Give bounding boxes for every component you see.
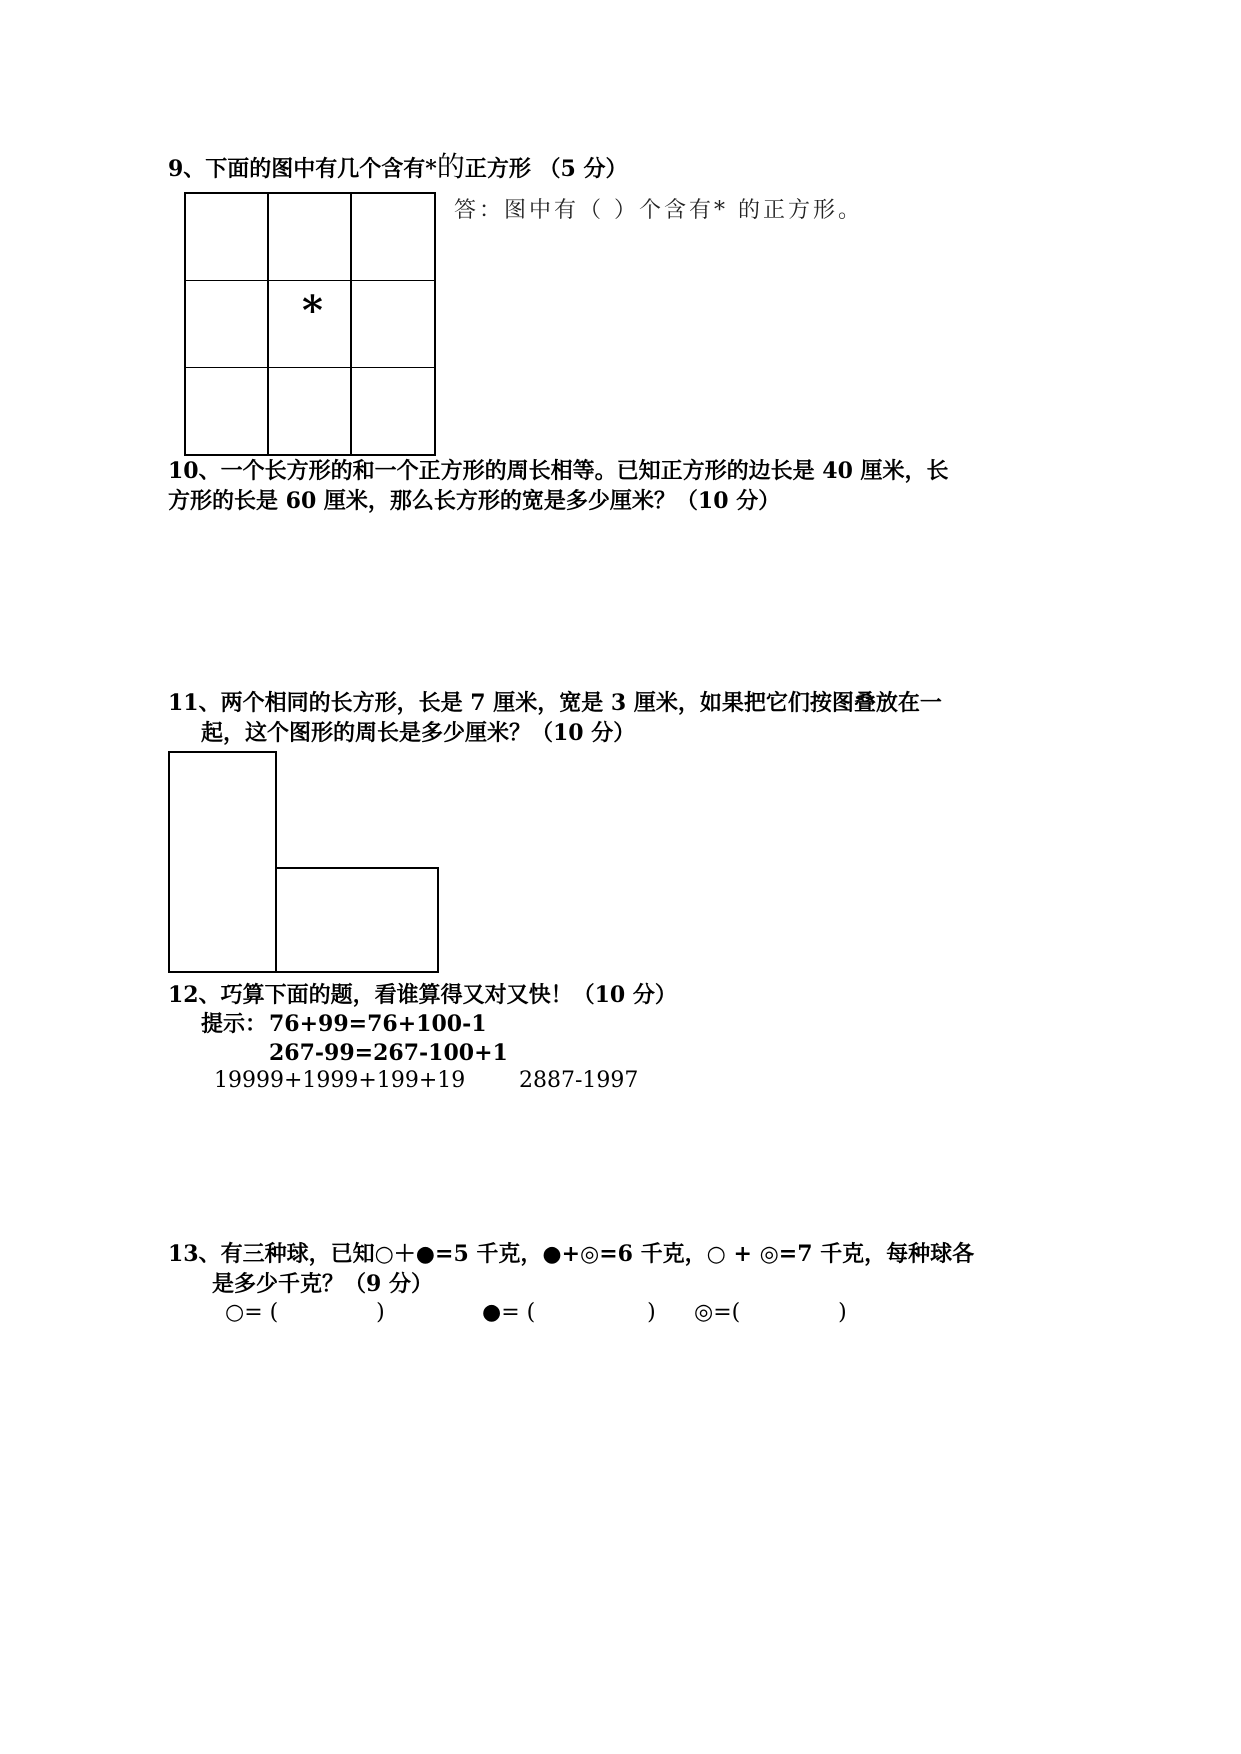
q12-hint1: 76+99=76+100-1 — [269, 1011, 487, 1037]
q13-line2: 是多少千克？（9 分） — [212, 1271, 433, 1297]
q9-title-prefix: 9、下面的图中有几个含有* — [168, 156, 437, 182]
q11-wide-rectangle — [275, 867, 439, 973]
q11-line2: 起，这个图形的周长是多少厘米？（10 分） — [201, 720, 636, 746]
q12-hint-label: 提示： — [201, 1011, 268, 1037]
q9-answer: 答：图中有（ ）个含有* 的正方形。 — [454, 198, 863, 223]
q13-answer-black-ball: ●= ( ) — [482, 1300, 656, 1325]
q12-expr1: 19999+1999+199+19 — [214, 1068, 466, 1093]
grid-border-right — [434, 192, 436, 456]
grid-vline-2 — [350, 192, 352, 456]
grid-vline-1 — [267, 192, 269, 456]
grid-border-top — [184, 192, 436, 194]
q12-hint2: 267-99=267-100+1 — [269, 1040, 508, 1066]
q13-answer-white-ball: ○= ( ) — [225, 1300, 385, 1325]
q10-line1: 10、一个长方形的和一个正方形的周长相等。已知正方形的边长是 40 厘米，长 — [168, 458, 949, 484]
q12-expr2: 2887-1997 — [519, 1068, 639, 1093]
q11-line1: 11、两个相同的长方形，长是 7 厘米，宽是 3 厘米，如果把它们按图叠放在一 — [168, 690, 942, 716]
q13-line1: 13、有三种球，已知○＋●=5 千克，●+◎=6 千克，○ + ◎=7 千克，每种球各 — [168, 1241, 975, 1267]
grid-hline-2 — [184, 367, 436, 368]
q12-line1: 12、巧算下面的题，看谁算得又对又快！（10 分） — [168, 982, 677, 1008]
grid-border-left — [184, 192, 186, 456]
grid-hline-1 — [184, 280, 436, 281]
q13-answer-double-ball: ◎=( ) — [694, 1300, 847, 1325]
q11-tall-rectangle — [168, 751, 277, 973]
q9-title-big-char: 的 — [436, 150, 465, 183]
q9-grid — [184, 192, 436, 456]
q9-title-suffix: 正方形 （5 分） — [464, 156, 628, 182]
q9-title — [168, 150, 627, 186]
q10-line2: 方形的长是 60 厘米，那么长方形的宽是多少厘米？（10 分） — [168, 488, 781, 514]
grid-star-mark: * — [302, 287, 323, 334]
